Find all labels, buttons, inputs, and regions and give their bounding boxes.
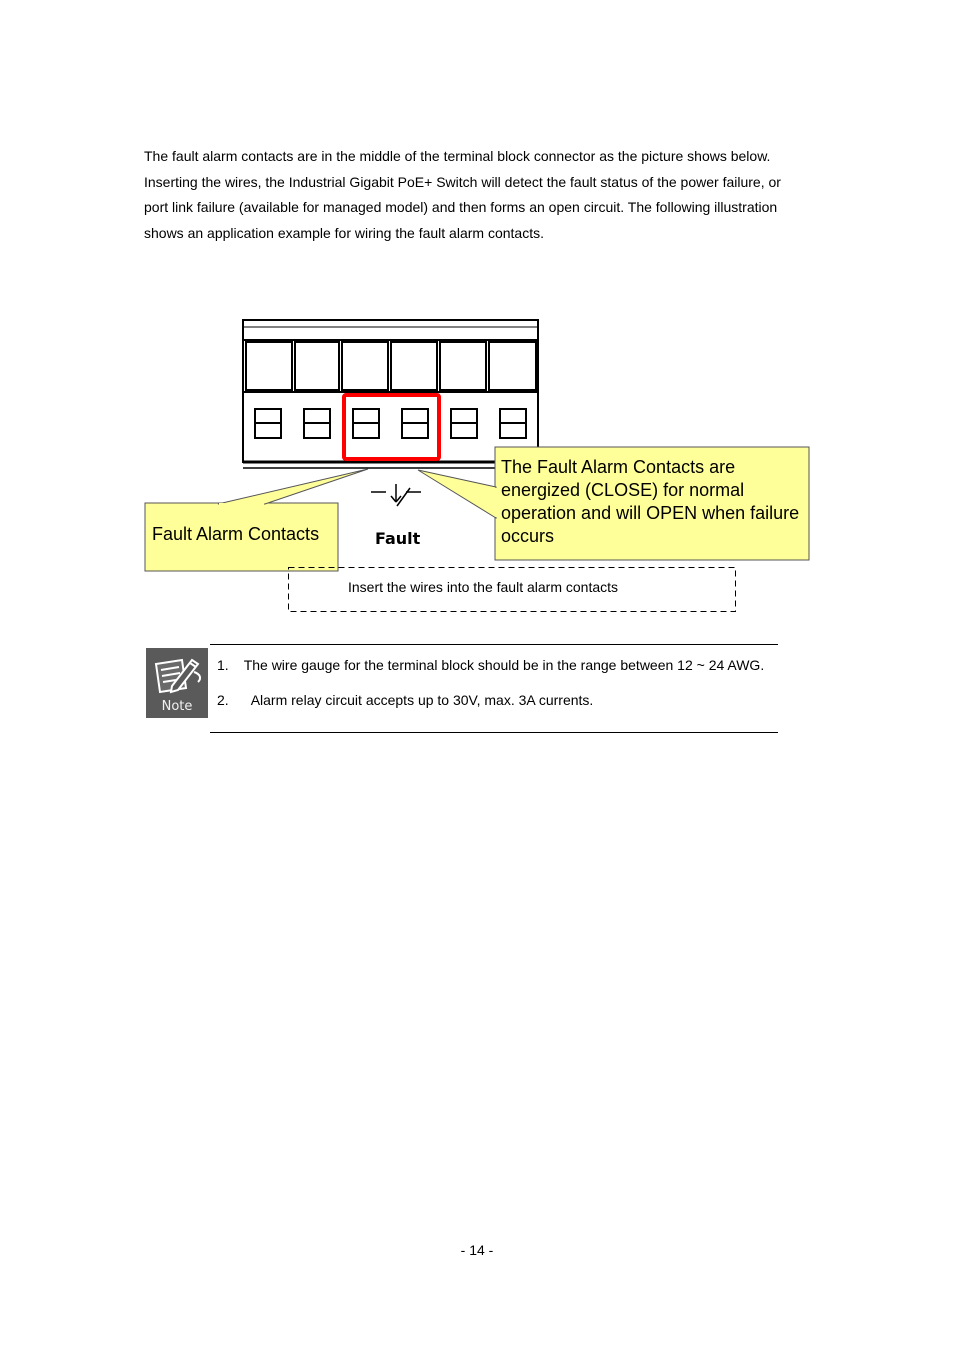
screw-cell (489, 342, 536, 390)
intro-line: Inserting the wires, the Industrial Gigabit PoE+ Switch will detect the fault status of the power failure, or (144, 173, 781, 190)
screw-cell (295, 342, 339, 390)
note-item-text: The wire gauge for the terminal block should be in the range between 12 ~ 24 AWG. (243, 657, 765, 673)
note-item-number: 1. (217, 657, 229, 673)
note-top-rule (210, 644, 778, 645)
note-label: Note (161, 699, 193, 714)
note-list-item (217, 692, 593, 708)
left-callout-label: Fault Alarm Contacts (152, 524, 320, 544)
note-list-item (217, 657, 764, 673)
right-callout-label: The Fault Alarm Contacts are energized (CLOSE) for normal operation and will OPEN when failure occurs (501, 457, 800, 546)
left-callout-box (145, 469, 368, 571)
relay-contact-symbol (371, 484, 421, 506)
intro-line: The fault alarm contacts are in the middle of the terminal block connector as the picture shows below. (144, 148, 771, 164)
note-item-text: Alarm relay circuit accepts up to 30V, max. 3A currents. (250, 692, 594, 708)
intro-line: shows an application example for wiring the fault alarm contacts. (144, 225, 544, 242)
fault-label: Fault (375, 529, 421, 548)
screw-cell (246, 342, 292, 390)
note-pencil-icon (146, 648, 208, 718)
intro-line: port link failure (available for managed model) and then forms an open circuit. The following illustration (144, 199, 778, 216)
note-bottom-rule (210, 732, 778, 733)
note-item-number: 2. (217, 692, 229, 708)
screw-cell (440, 342, 486, 390)
screw-cell (391, 342, 437, 390)
insert-wires-caption: Insert the wires into the fault alarm contacts (348, 579, 619, 595)
page-number: - 14 - (460, 1242, 494, 1258)
terminal-block-diagram (0, 0, 954, 620)
screw-cell (342, 342, 388, 390)
